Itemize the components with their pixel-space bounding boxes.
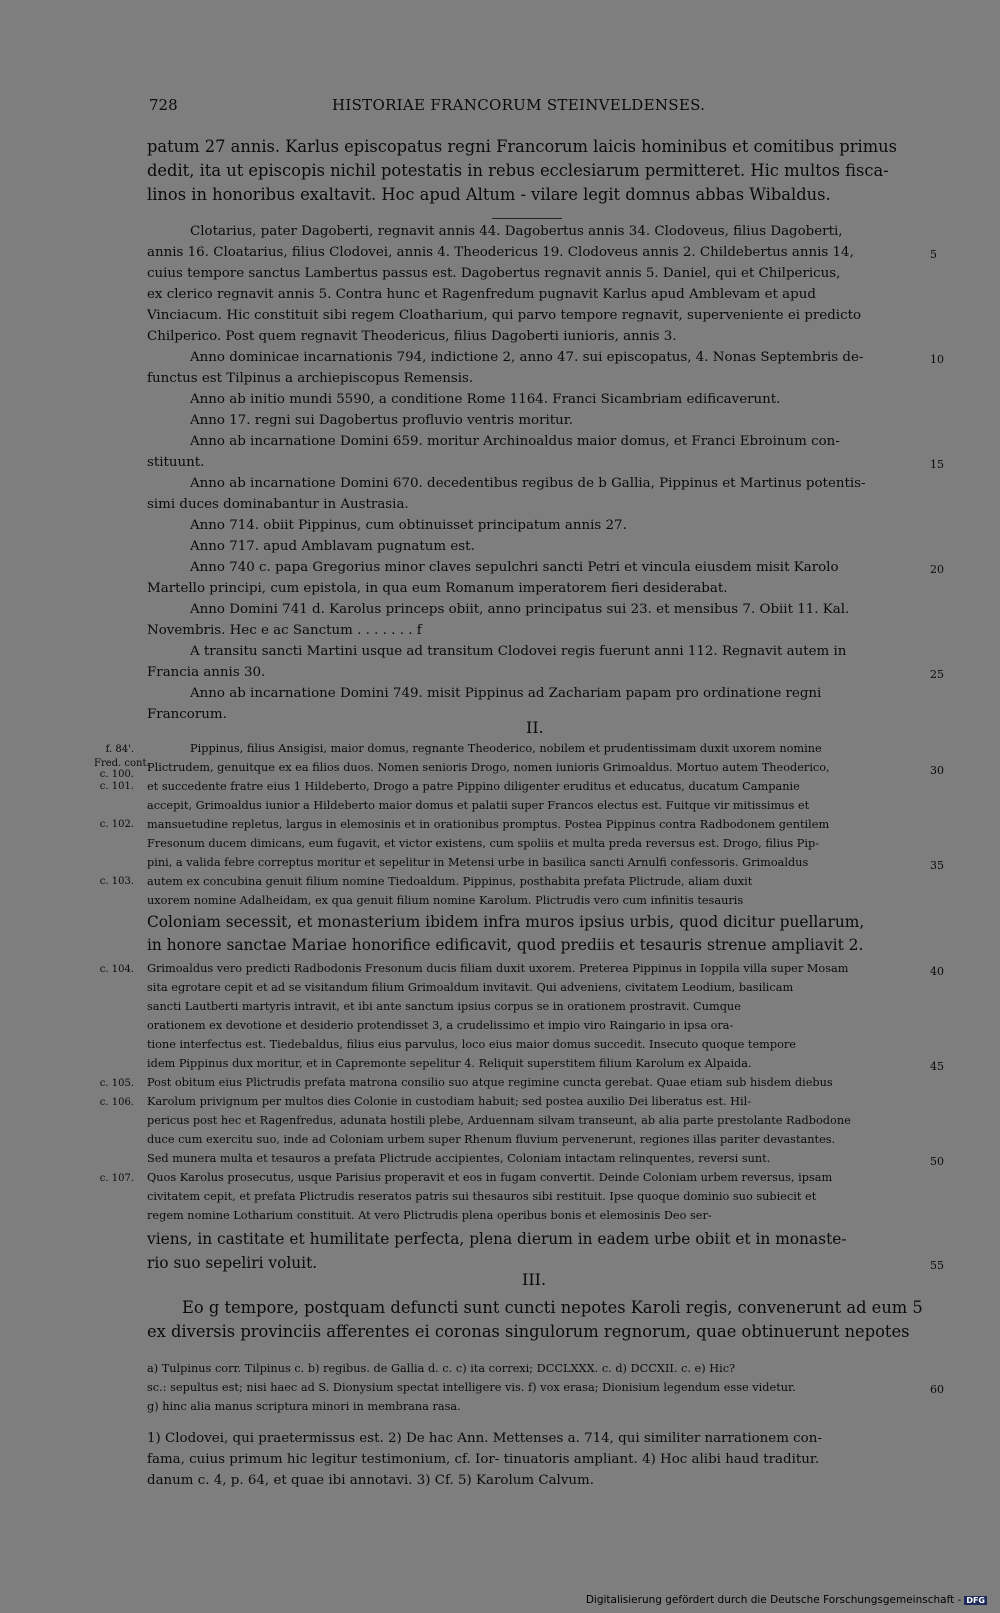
- funding-footer: [586, 1594, 987, 1606]
- margin-ref: c. 102.: [99, 819, 134, 830]
- margin-ref: c. 101.: [99, 781, 134, 792]
- margin-ref: c. 105.: [99, 1078, 134, 1089]
- text-line: Coloniam secessit, et monasterium ibidem infra muros ipsius urbis, quod dicitur puellarum,: [147, 913, 865, 931]
- text-line: uxorem nomine Adalheidam, ex qua genuit filium nomine Karolum. Plictrudis vero cum infinitis tesauris: [147, 894, 744, 907]
- text-line: functus est Tilpinus a archiepiscopus Remensis.: [147, 371, 474, 386]
- text-line: linos in honoribus exaltavit. Hoc apud Altum - vilare legit domnus abbas Wibaldus.: [147, 185, 831, 204]
- text-line: duce cum exercitu suo, inde ad Coloniam urbem super Rhenum fluvium pervenerunt, regiones illas pariter devastantes.: [147, 1133, 836, 1146]
- text-line: orationem ex devotione et desiderio protendisset 3, a crudelissimo et impio viro Raingario in ipsa ora-: [147, 1019, 734, 1032]
- text-line: idem Pippinus dux moritur, et in Capremonte sepelitur 4. Reliquit superstitem filium Karolum ex Alpaida.: [147, 1057, 752, 1070]
- line-number: 40: [930, 965, 944, 978]
- margin-ref: c. 107.: [99, 1173, 134, 1184]
- line-number: 55: [930, 1259, 944, 1272]
- text-line: ex clerico regnavit annis 5. Contra hunc et Ragenfredum pugnavit Karlus apud Amblevam et apud: [147, 287, 816, 302]
- text-line: accepit, Grimoaldus iunior a Hildeberto maior domus et palatii super Francos electus est. Fuitque vir mitissimus et: [147, 799, 810, 812]
- text-line: pini, a valida febre correptus moritur et sepelitur in Metensi urbe in basilica sancti Arnulfi confessoris. Grimoaldus: [147, 856, 809, 869]
- text-line: Anno 740 c. papa Gregorius minor claves sepulchri sancti Petri et vincula eiusdem misit Karolo: [190, 560, 839, 575]
- text-line: regem nomine Lotharium constituit. At vero Plictrudis plena operibus bonis et elemosinis Deo ser-: [147, 1209, 712, 1222]
- text-line: Martello principi, cum epistola, in qua eum Romanum imperatorem fieri desiderabat.: [147, 581, 728, 596]
- text-line: annis 16. Cloatarius, filius Clodovei, annis 4. Theodericus 19. Clodoveus annis 2. Childebertus annis 14,: [147, 245, 854, 260]
- text-line: in honore sanctae Mariae honorifice edificavit, quod prediis et tesauris strenue ampliavit 2.: [147, 936, 864, 954]
- margin-ref: f. 84'.: [105, 744, 134, 755]
- line-number: 15: [930, 458, 944, 471]
- text-line: Francia annis 30.: [147, 665, 266, 680]
- text-line: Pippinus, filius Ansigisi, maior domus, regnante Theoderico, nobilem et prudentissimam duxit uxorem nomine: [190, 742, 822, 755]
- text-line: Vinciacum. Hic constituit sibi regem Cloatharium, qui parvo tempore regnavit, superveniente ei predicto: [147, 308, 862, 323]
- note-line: g) hinc alia manus scriptura minori in membrana rasa.: [147, 1400, 461, 1413]
- text-line: viens, in castitate et humilitate perfecta, plena dierum in eadem urbe obiit et in monaste-: [147, 1230, 847, 1248]
- text-line: Anno ab incarnatione Domini 670. decedentibus regibus de b Gallia, Pippinus et Martinus potentis-: [190, 476, 866, 491]
- text-line: Chilperico. Post quem regnavit Theodericus, filius Dagoberti iunioris, annis 3.: [147, 329, 677, 344]
- text-line: Clotarius, pater Dagoberti, regnavit annis 44. Dagobertus annis 34. Clodoveus, filius Dagoberti,: [190, 224, 843, 239]
- text-line: rio suo sepeliri voluit.: [147, 1254, 318, 1272]
- text-line: Eo g tempore, postquam defuncti sunt cuncti nepotes Karoli regis, convenerunt ad eum 5: [182, 1298, 923, 1317]
- margin-ref: c. 106.: [99, 1097, 134, 1108]
- text-line: civitatem cepit, et prefata Plictrudis reseratos patris sui thesauros sibi restituit. Ipse quoque dominio suo subiecit et: [147, 1190, 817, 1203]
- text-line: tione interfectus est. Tiedebaldus, filius eius parvulus, loco eius maior domus succedit. Insecuto quoque tempore: [147, 1038, 796, 1051]
- text-line: Quos Karolus prosecutus, usque Parisius properavit et eos in fugam convertit. Deinde Coloniam urbem reversus, ipsam: [147, 1171, 833, 1184]
- note-line: a) Tulpinus corr. Tilpinus c. b) regibus. de Gallia d. c. c) ita correxi; DCCLXXX. c. d) DCCXII. c. e) Hic?: [147, 1362, 736, 1375]
- note-line: 1) Clodovei, qui praetermissus est. 2) De hac Ann. Mettenses a. 714, qui similiter narrationem con-: [147, 1431, 822, 1446]
- note-line: sc.: sepultus est; nisi haec ad S. Dionysium spectat intelligere vis. f) vox erasa; Dionisium legendum esse videtur.: [147, 1381, 796, 1394]
- text-line: Novembris. Hec e ac Sanctum . . . . . . . f: [147, 623, 422, 638]
- dfg-logo: DFG: [966, 1596, 985, 1605]
- line-number: 30: [930, 764, 944, 777]
- line-number: 35: [930, 859, 944, 872]
- section-heading-3: III.: [522, 1270, 547, 1289]
- margin-ref: c. 104.: [99, 964, 134, 975]
- text-line: Anno 714. obiit Pippinus, cum obtinuisset principatum annis 27.: [190, 518, 627, 533]
- text-line: Sed munera multa et tesauros a prefata Plictrude accipientes, Coloniam intactam relinquentes, reversi sunt.: [147, 1152, 771, 1165]
- line-number: 5: [930, 248, 937, 261]
- text-line: Post obitum eius Plictrudis prefata matrona consilio suo atque regimine cuncta gerebat. Quae etiam sub hisdem diebus: [147, 1076, 833, 1089]
- note-line: danum c. 4, p. 64, et quae ibi annotavi. 3) Cf. 5) Karolum Calvum.: [147, 1473, 594, 1488]
- text-line: simi duces dominabantur in Austrasia.: [147, 497, 409, 512]
- text-line: cuius tempore sanctus Lambertus passus est. Dagobertus regnavit annis 5. Daniel, qui et Chilpericus,: [147, 266, 841, 281]
- text-line: Anno Domini 741 d. Karolus princeps obiit, anno principatus sui 23. et mensibus 7. Obiit 11. Kal.: [190, 602, 850, 617]
- text-line: Anno dominicae incarnationis 794, indictione 2, anno 47. sui episcopatus, 4. Nonas Septembris de-: [190, 350, 864, 365]
- text-line: Anno ab incarnatione Domini 749. misit Pippinus ad Zachariam papam pro ordinatione regni: [190, 686, 822, 701]
- line-number: 10: [930, 353, 944, 366]
- text-line: A transitu sancti Martini usque ad transitum Clodovei regis fuerunt anni 112. Regnavit autem in: [190, 644, 847, 659]
- separator-rule: [492, 218, 562, 219]
- text-line: et succedente fratre eius 1 Hildeberto, Drogo a patre Pippino diligenter eruditus et educatus, ducatum Campanie: [147, 780, 800, 793]
- text-line: Karolum privignum per multos dies Colonie in custodiam habuit; sed postea auxilio Dei liberatus est. Hil-: [147, 1095, 752, 1108]
- text-line: Anno ab incarnatione Domini 659. moritur Archinoaldus maior domus, et Franci Ebroinum con-: [190, 434, 840, 449]
- text-line: Anno ab initio mundi 5590, a conditione Rome 1164. Franci Sicambriam edificaverunt.: [190, 392, 781, 407]
- text-line: sancti Lautberti martyris intravit, et ibi ante sanctum ipsius corpus se in orationem prostravit. Cumque: [147, 1000, 741, 1013]
- funding-text: Digitalisierung gefördert durch die Deutsche Forschungsgemeinschaft -: [585, 1594, 962, 1606]
- margin-ref: Fred. cont.: [94, 758, 150, 769]
- margin-ref: c. 103.: [99, 876, 134, 887]
- line-number: 45: [930, 1060, 944, 1073]
- text-line: Grimoaldus vero predicti Radbodonis Fresonum ducis filiam duxit uxorem. Preterea Pippinus in Ioppila villa super Mosam: [147, 962, 849, 975]
- text-line: stituunt.: [147, 455, 205, 470]
- section-heading-2: II.: [526, 718, 544, 737]
- note-line: fama, cuius primum hic legitur testimonium, cf. Ior- tinuatoris ampliant. 4) Hoc alibi haud traditur.: [147, 1452, 820, 1467]
- page-number: 728: [149, 96, 178, 114]
- text-line: sita egrotare cepit et ad se visitandum filium Grimoaldum invitavit. Qui adveniens, civitatem Leodium, basilicam: [147, 981, 794, 994]
- text-line: Anno 717. apud Amblavam pugnatum est.: [190, 539, 475, 554]
- text-line: patum 27 annis. Karlus episcopatus regni Francorum laicis hominibus et comitibus primus: [147, 137, 897, 156]
- text-line: autem ex concubina genuit filium nomine Tiedoaldum. Pippinus, posthabita prefata Plictrude, aliam duxit: [147, 875, 753, 888]
- line-number: 20: [930, 563, 944, 576]
- text-line: Plictrudem, genuitque ex ea filios duos. Nomen senioris Drogo, nomen iunioris Grimoaldus. Mortuo autem Theoderico,: [147, 761, 830, 774]
- text-line: Fresonum ducem dimicans, eum fugavit, et victor existens, cum spoliis et multa preda reversus est. Drogo, filius Pip-: [147, 837, 820, 850]
- line-number: 60: [930, 1383, 944, 1396]
- text-line: Francorum.: [147, 707, 227, 722]
- margin-ref: c. 100.: [99, 769, 134, 780]
- line-number: 25: [930, 668, 944, 681]
- text-line: Anno 17. regni sui Dagobertus profluvio ventris moritur.: [190, 413, 573, 428]
- text-line: dedit, ita ut episcopis nichil potestatis in rebus ecclesiarum permitteret. Hic multos fisca-: [147, 161, 889, 180]
- running-title: HISTORIAE FRANCORUM STEINVELDENSES.: [332, 96, 706, 114]
- text-line: pericus post hec et Ragenfredus, adunata hostili plebe, Arduennam silvam transeunt, ab alia parte prestolante Radbodone: [147, 1114, 851, 1127]
- text-line: mansuetudine repletus, largus in elemosinis et in orationibus promptus. Postea Pippinus contra Radbodonem gentilem: [147, 818, 830, 831]
- text-line: ex diversis provinciis afferentes ei coronas singulorum regnorum, quae obtinuerunt nepotes: [147, 1322, 910, 1341]
- line-number: 50: [930, 1155, 944, 1168]
